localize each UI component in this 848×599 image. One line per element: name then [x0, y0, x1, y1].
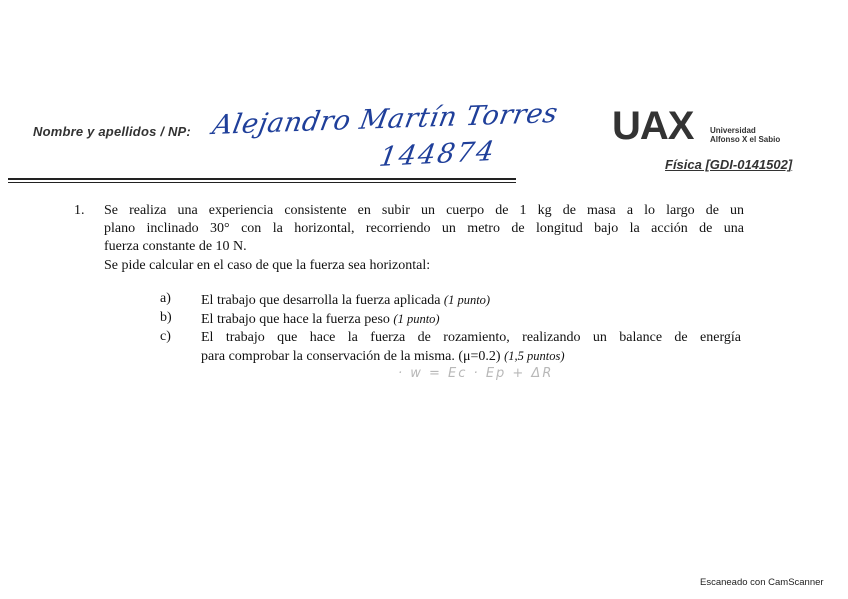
handwritten-name: Alejandro Martín Torres	[210, 98, 561, 141]
item-c-letter: c)	[160, 329, 171, 344]
handwritten-np: 144874	[376, 136, 499, 173]
question-line-2: plano inclinado 30° con la horizontal, recorriendo un metro de longitud bajo la acción de una	[104, 221, 744, 236]
item-c-text-2	[201, 347, 565, 366]
item-a-body: El trabajo que desarrolla la fuerza aplicada	[201, 293, 444, 308]
item-a-text	[201, 291, 490, 310]
scanner-watermark: Escaneado con CamScanner	[700, 577, 824, 588]
question-prompt: Se pide calcular en el caso de que la fuerza sea horizontal:	[104, 258, 431, 273]
item-b-text	[201, 310, 440, 329]
logo-line-1: Universidad	[710, 126, 756, 135]
name-label: Nombre y apellidos / NP:	[33, 124, 191, 139]
logo-line-2: Alfonso X el Sabio	[710, 135, 781, 144]
university-logo-text	[710, 126, 780, 144]
item-b-letter: b)	[160, 310, 172, 325]
question-line-3: fuerza constante de 10 N.	[104, 239, 247, 254]
course-code: Física [GDI-0141502]	[665, 157, 793, 172]
item-c-points: (1,5 puntos)	[504, 349, 565, 363]
item-c-body-2: para comprobar la conservación de la misma. (μ=0.2)	[201, 349, 505, 364]
header-rule-secondary	[8, 182, 516, 183]
question-line-1: Se realiza una experiencia consistente en subir un cuerpo de 1 kg de masa a lo largo de un	[104, 203, 744, 218]
item-a-letter: a)	[160, 291, 171, 306]
item-c-body: El trabajo que hace la fuerza de rozamiento, realizando un balance de energía	[201, 330, 741, 345]
item-b-points: (1 punto)	[393, 312, 440, 326]
item-a-points: (1 punto)	[443, 293, 491, 307]
header-rule	[8, 178, 516, 180]
question-number: 1.	[74, 203, 85, 218]
university-logo: UAX	[612, 104, 694, 148]
item-b-body: El trabajo que hace la fuerza peso	[201, 312, 394, 327]
pencil-scribble: · w = Ec · Ep + ΔR	[398, 366, 554, 381]
